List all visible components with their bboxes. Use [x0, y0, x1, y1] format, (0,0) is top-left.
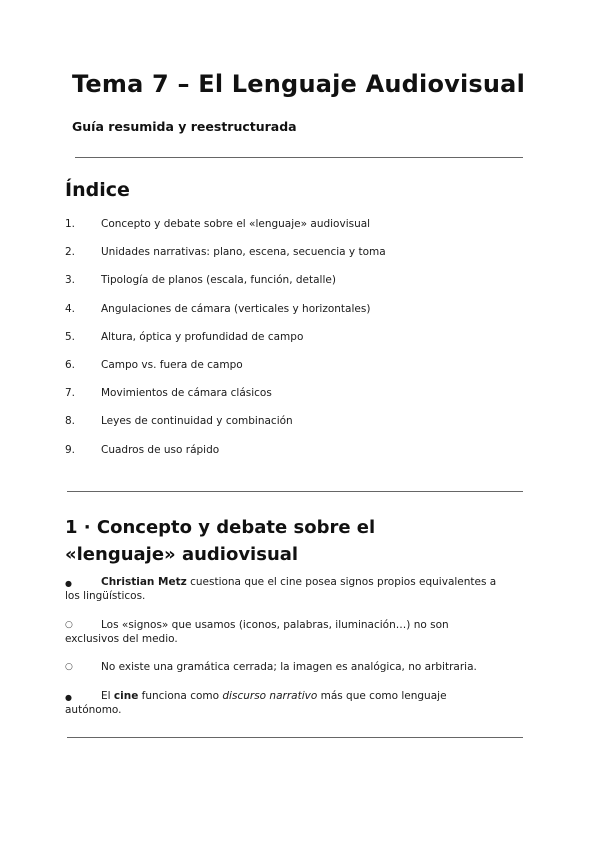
divider: [75, 157, 523, 158]
index-item: [65, 301, 535, 329]
bullet-strong-text: cine: [113, 690, 139, 702]
bullet-item: [65, 618, 505, 660]
index-item-text: Cuadros de uso rápido: [101, 443, 220, 456]
divider: [67, 737, 523, 738]
bullet-hollow-icon: ○: [65, 620, 73, 630]
bullet-text: Los «signos» que usamos (iconos, palabras, iluminación…) no son exclusivos del medio.: [65, 619, 449, 645]
index-item-text: Angulaciones de cámara (verticales y horizontales): [101, 302, 371, 315]
index-list: [65, 216, 535, 470]
bullet-filled-icon: ●: [65, 579, 72, 588]
section-heading: 1 · Concepto y debate sobre el «lenguaje» audiovisual: [65, 517, 376, 565]
index-item-text: Leyes de continuidad y combinación: [101, 415, 293, 428]
bullet-text: cuestiona que el cine posea signos propios equivalentes a los lingüísticos.: [65, 576, 497, 602]
index-item-number: 7.: [65, 387, 76, 400]
bullet-text: El: [101, 690, 114, 702]
index-item-number: 3.: [65, 274, 76, 287]
bullet-strong-text: Christian Metz: [101, 576, 187, 588]
index-item-text: Movimientos de cámara clásicos: [101, 387, 272, 400]
index-item-number: 1.: [65, 218, 76, 230]
document-title: Tema 7 – El Lenguaje Audiovisual: [72, 70, 526, 98]
index-item-number: 8.: [65, 415, 76, 428]
index-item: [65, 216, 535, 244]
index-item-number: 6.: [65, 358, 76, 371]
bullet-emphasis-text: discurso narrativo: [222, 690, 318, 702]
index-item-text: Tipología de planos (escala, función, detalle): [101, 274, 336, 287]
bullet-item: [65, 689, 505, 716]
section-bullet-list: [65, 575, 505, 716]
index-item-text: Concepto y debate sobre el «lenguaje» audiovisual: [101, 218, 371, 230]
bullet-text: funciona como: [138, 690, 223, 702]
index-item-number: 5.: [65, 330, 76, 343]
index-item-text: Altura, óptica y profundidad de campo: [101, 330, 304, 343]
bullet-text: No existe una gramática cerrada; la imagen es analógica, no arbitraria.: [101, 661, 477, 673]
index-item: [65, 272, 535, 300]
index-item: [65, 329, 535, 357]
document-subtitle: Guía resumida y reestructurada: [72, 119, 297, 134]
index-item-number: 2.: [65, 246, 76, 259]
bullet-item: [65, 575, 505, 618]
bullet-hollow-icon: ○: [65, 662, 73, 672]
index-heading: Índice: [65, 179, 130, 201]
divider: [67, 491, 523, 492]
index-item: [65, 442, 535, 470]
index-item-number: 9.: [65, 443, 76, 456]
index-item: [65, 385, 535, 413]
index-item-text: Unidades narrativas: plano, escena, secuencia y toma: [101, 246, 386, 259]
index-item: [65, 357, 535, 385]
bullet-item: [65, 660, 505, 689]
index-item-text: Campo vs. fuera de campo: [101, 358, 243, 371]
bullet-filled-icon: ●: [65, 693, 72, 702]
index-item: [65, 413, 535, 441]
bullet-text: más que como lenguaje autónomo.: [65, 690, 447, 716]
index-item: [65, 244, 535, 272]
index-item-number: 4.: [65, 302, 76, 315]
